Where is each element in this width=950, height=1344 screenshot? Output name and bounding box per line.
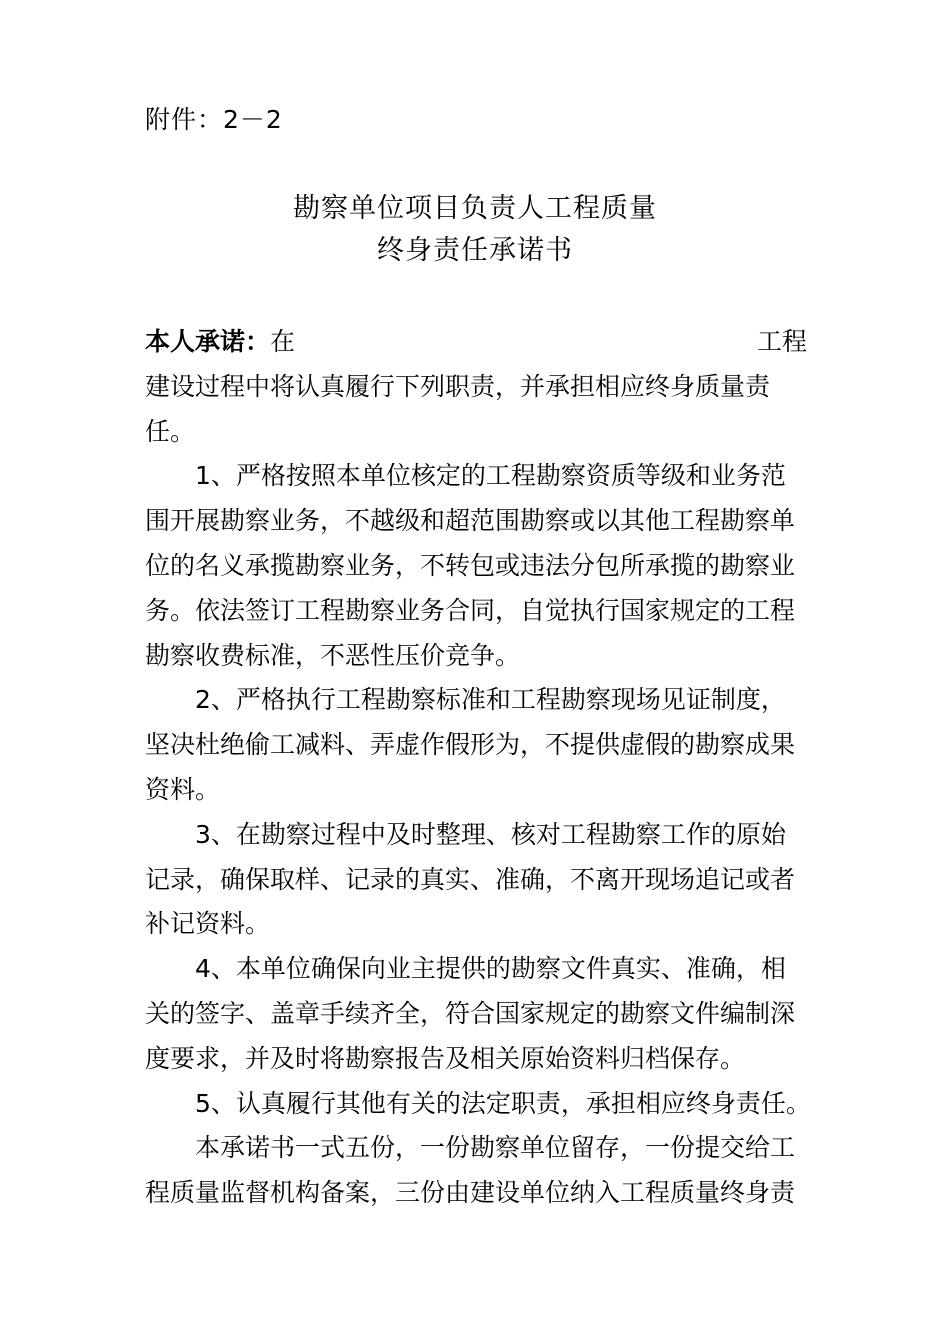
document-body xyxy=(145,320,820,1216)
clause-5-line: 5、认真履行其他有关的法定职责，承担相应终身责任。 xyxy=(195,1088,811,1118)
clause-3-line: 3、在勘察过程中及时整理、核对工程勘察工作的原始 xyxy=(195,819,786,849)
clause-2-line: 2、严格执行工程勘察标准和工程勘察现场见证制度， xyxy=(195,685,786,715)
clause-1-line: 务。依法签订工程勘察业务合同，自觉执行国家规定的工程 xyxy=(145,595,796,625)
clause-1-line: 位的名义承揽勘察业务，不转包或违法分包所承揽的勘察业 xyxy=(145,550,796,580)
body-line: 任。 xyxy=(145,416,196,446)
clause-1-line: 勘察收费标准，不恶性压价竞争。 xyxy=(145,640,521,670)
clause-2-line: 坚决杜绝偷工减料、弄虚作假形为，不提供虚假的勘察成果 xyxy=(145,730,796,760)
clause-1-line: 围开展勘察业务，不越级和超范围勘察或以其他工程勘察单 xyxy=(145,506,796,536)
document-title xyxy=(0,188,950,272)
clause-4-line: 度要求，并及时将勘察报告及相关原始资料归档保存。 xyxy=(145,1043,746,1073)
clause-3-line: 补记资料。 xyxy=(145,909,271,939)
title-line-1: 勘察单位项目负责人工程质量 xyxy=(293,193,657,224)
attachment-label: 附件：2－2 xyxy=(145,105,283,134)
clause-4-line: 4、本单位确保向业主提供的勘察文件真实、准确，相 xyxy=(195,954,786,984)
closing-line: 程质量监督机构备案，三份由建设单位纳入工程质量终身责 xyxy=(145,1178,796,1208)
clause-3-line: 记录，确保取样、记录的真实、准确，不离开现场追记或者 xyxy=(145,864,796,894)
clause-2-line: 资料。 xyxy=(145,774,221,804)
clause-4-line: 关的签字、盖章手续齐全，符合国家规定的勘察文件编制深 xyxy=(145,998,796,1028)
title-line-2: 终身责任承诺书 xyxy=(377,235,573,266)
promise-line xyxy=(145,320,807,365)
clause-1-line: 1、严格按照本单位核定的工程勘察资质等级和业务范 xyxy=(195,461,786,491)
promise-suffix: 工程 xyxy=(756,327,807,356)
promise-label: 本人承诺： xyxy=(145,327,271,356)
promise-prefix: 在 xyxy=(270,327,296,356)
closing-line: 本承诺书一式五份，一份勘察单位留存，一份提交给工 xyxy=(195,1133,796,1163)
body-line: 建设过程中将认真履行下列职责，并承担相应终身质量责 xyxy=(145,371,771,401)
